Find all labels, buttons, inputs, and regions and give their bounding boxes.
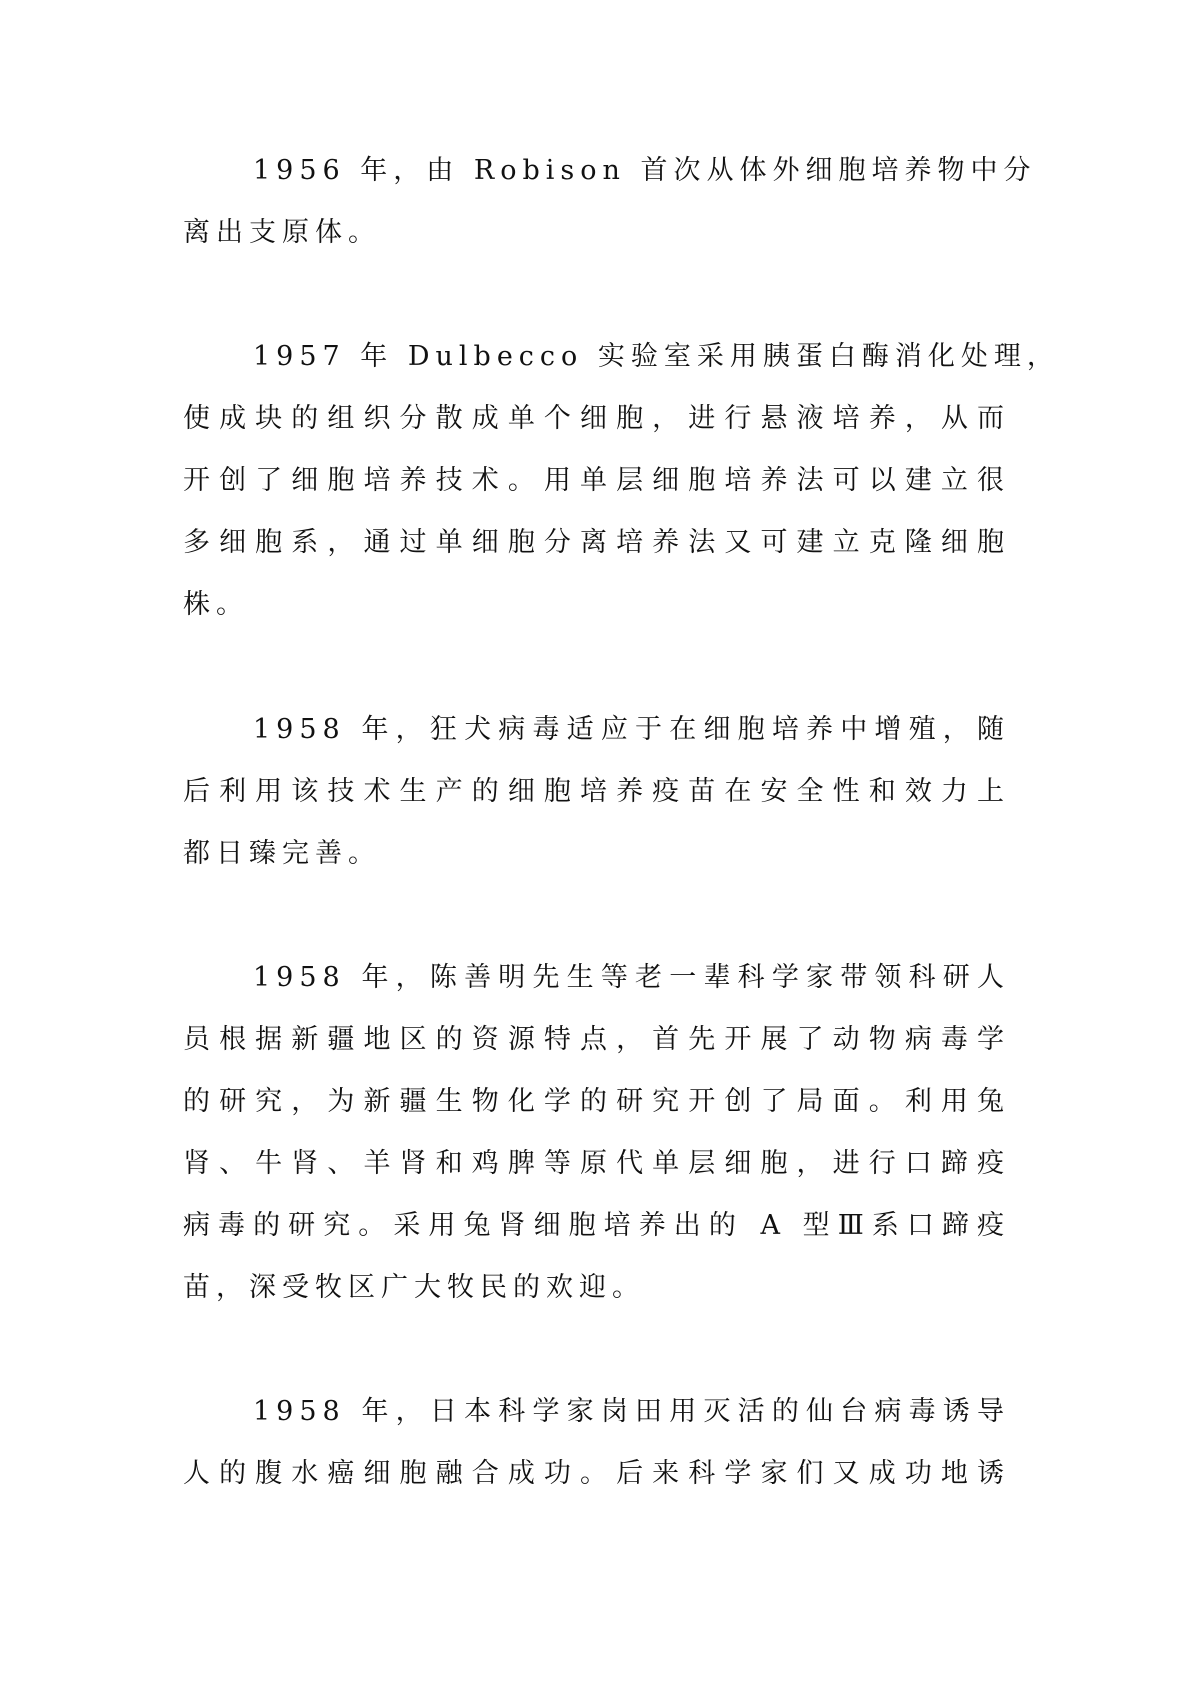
- text-line: 离出支原体。: [183, 217, 381, 248]
- text-line: 的研究，为新疆生物化学的研究开创了局面。利用兔: [183, 1086, 1010, 1117]
- text-line: 1958 年，陈善明先生等老一辈科学家带领科研人: [253, 962, 1010, 993]
- text-line: 多细胞系，通过单细胞分离培养法又可建立克隆细胞: [183, 527, 1010, 558]
- text-line: 开创了细胞培养技术。用单层细胞培养法可以建立很: [183, 465, 1010, 496]
- text-line: 病毒的研究。采用兔肾细胞培养出的 A 型Ⅲ系口蹄疫: [183, 1210, 1010, 1241]
- text-line: 员根据新疆地区的资源特点，首先开展了动物病毒学: [183, 1024, 1010, 1055]
- text-line: 人的腹水癌细胞融合成功。后来科学家们又成功地诱: [183, 1458, 1010, 1489]
- paragraph-1958-rabies-virus: [183, 699, 1010, 885]
- text-line: 肾、牛肾、羊肾和鸡脾等原代单层细胞，进行口蹄疫: [183, 1148, 1010, 1179]
- text-line: 1957 年 Dulbecco 实验室采用胰蛋白酶消化处理，: [253, 341, 1060, 372]
- text-line: 1958 年，狂犬病毒适应于在细胞培养中增殖，随: [253, 714, 1010, 745]
- text-line: 1956 年，由 Robison 首次从体外细胞培养物中分: [253, 155, 1037, 186]
- paragraph-1957-dulbecco: [183, 326, 1060, 636]
- paragraph-1958-xinjiang-research: [183, 947, 1010, 1319]
- text-line: 使成块的组织分散成单个细胞，进行悬液培养，从而: [183, 403, 1010, 434]
- paragraph-1958-cell-fusion: [183, 1381, 1010, 1505]
- text-line: 株。: [183, 589, 249, 620]
- text-line: 后利用该技术生产的细胞培养疫苗在安全性和效力上: [183, 776, 1010, 807]
- text-line: 都日臻完善。: [183, 838, 381, 869]
- paragraph-1956-mycoplasma: [183, 140, 1037, 264]
- text-line: 苗，深受牧区广大牧民的欢迎。: [183, 1272, 645, 1303]
- text-line: 1958 年，日本科学家岗田用灭活的仙台病毒诱导: [253, 1396, 1010, 1427]
